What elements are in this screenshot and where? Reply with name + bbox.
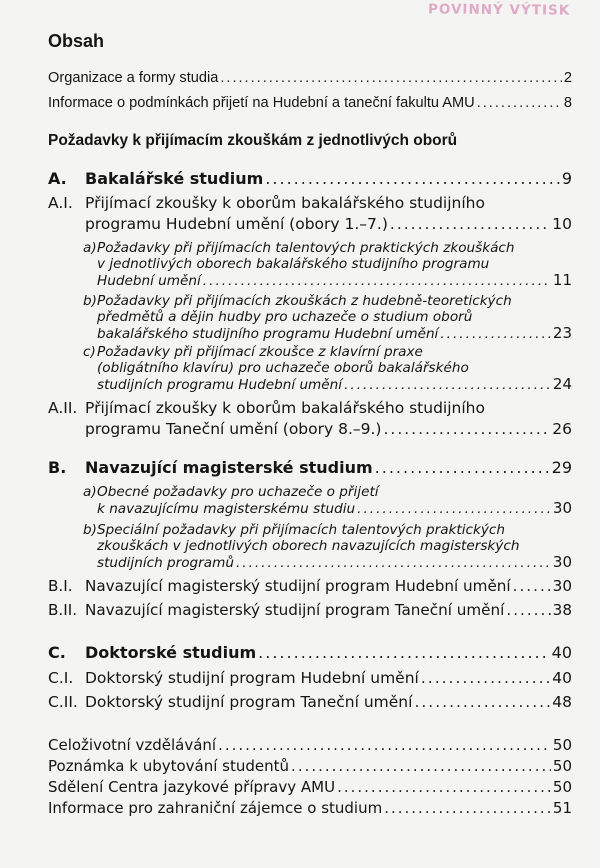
toc-label: Celoživotní vzdělávání xyxy=(48,736,217,754)
sub-line: studijních programů xyxy=(97,555,234,571)
toc-page: 26 xyxy=(552,420,572,438)
toc-page: 51 xyxy=(552,799,572,817)
toc-label-line1: Přijímací zkoušky k oborům bakalářského studijního xyxy=(85,399,485,417)
sub-line: Speciální požadavky při přijímacích talentových praktických xyxy=(97,522,506,538)
toc-label: Organizace a formy studia xyxy=(48,70,219,86)
toc-entry-a-i[interactable] xyxy=(48,193,572,235)
toc-section-c[interactable] xyxy=(48,643,572,663)
leader-dots xyxy=(344,377,551,393)
toc-label-line2: programu Taneční umění (obory 8.–9.) xyxy=(85,420,382,438)
toc-entry-zahranicni[interactable] xyxy=(48,798,572,818)
toc-sub-a-c[interactable] xyxy=(83,344,572,393)
sub-line: (obligátního klavíru) pro uchazeče oborů bakalářského xyxy=(97,360,469,376)
section-prefix: B.I. xyxy=(48,577,73,595)
toc-entry-jazykove[interactable] xyxy=(48,777,572,797)
leader-dots xyxy=(220,68,562,88)
section-prefix: A.II. xyxy=(48,399,78,417)
leader-dots xyxy=(375,458,550,478)
toc-page: 50 xyxy=(552,757,572,775)
sub-tag: a) xyxy=(83,240,97,256)
toc-label: Bakalářské studium xyxy=(85,169,264,188)
sub-tag: b) xyxy=(83,293,97,309)
leader-dots xyxy=(390,214,550,235)
toc-entry-a-ii[interactable] xyxy=(48,398,572,440)
sub-tag: a) xyxy=(83,484,97,500)
leader-dots xyxy=(513,576,551,596)
leader-dots xyxy=(337,777,551,797)
section-prefix: B.II. xyxy=(48,601,78,619)
toc-sub-a-b[interactable] xyxy=(83,293,572,342)
leader-dots xyxy=(414,692,550,712)
section-prefix: C. xyxy=(48,643,66,662)
toc-page: 50 xyxy=(552,778,572,796)
leader-dots xyxy=(218,735,551,755)
leader-dots xyxy=(506,600,550,620)
section-prefix: C.II. xyxy=(48,693,78,711)
toc-page: 8 xyxy=(563,95,572,111)
toc-label: Doktorský studijní program Hudební umění xyxy=(85,669,419,687)
toc-label: Poznámka k ubytování studentů xyxy=(48,757,290,775)
sub-tag: b) xyxy=(83,522,97,538)
toc-page: 29 xyxy=(551,458,572,477)
toc-entry-ubytovani[interactable] xyxy=(48,756,572,776)
toc-page: 9 xyxy=(561,169,572,188)
sub-line: Obecné požadavky pro uchazeče o přijetí xyxy=(97,484,379,500)
sub-line: zkouškách v jednotlivých oborech navazujících magisterských xyxy=(97,538,520,554)
toc-label: Navazující magisterský studijní program Hudební umění xyxy=(85,577,511,595)
toc-entry-informace-podminky[interactable] xyxy=(48,93,572,113)
sub-line: studijních programu Hudební umění xyxy=(97,377,343,393)
toc-page: 40 xyxy=(552,669,572,687)
toc-page: 11 xyxy=(552,271,572,289)
toc-label: Informace o podmínkách přijetí na Hudební a taneční fakultu AMU xyxy=(48,95,475,111)
sub-line: k navazujícímu magisterskému studiu xyxy=(97,501,356,517)
toc-entry-b-i[interactable] xyxy=(48,576,572,596)
toc-sub-b-a[interactable] xyxy=(83,484,572,517)
sub-line: Hudební umění xyxy=(97,273,201,289)
toc-page: 30 xyxy=(552,499,572,517)
toc-page: 2 xyxy=(563,70,572,86)
page-title: Obsah xyxy=(48,31,105,51)
leader-dots xyxy=(384,798,551,818)
toc-label: Navazující magisterský studijní program Taneční umění xyxy=(85,601,505,619)
toc-page: 30 xyxy=(552,553,572,571)
toc-entry-c-i[interactable] xyxy=(48,668,572,688)
toc-page: 23 xyxy=(552,324,572,342)
sub-line: předmětů a dějin hudby pro uchazeče o studium oborů xyxy=(97,309,473,325)
sub-line: Požadavky při přijímacích talentových praktických zkouškách xyxy=(97,240,515,256)
toc-label: Doktorské studium xyxy=(85,643,257,662)
leader-dots xyxy=(421,668,550,688)
sub-line: bakalářského studijního programu Hudební umění xyxy=(97,326,439,342)
toc-page: 40 xyxy=(551,643,572,662)
leader-dots xyxy=(383,419,550,440)
toc-section-b[interactable] xyxy=(48,458,572,478)
toc-entry-c-ii[interactable] xyxy=(48,692,572,712)
toc-page: 50 xyxy=(552,736,572,754)
toc-label: Sdělení Centra jazykové přípravy AMU xyxy=(48,778,336,796)
sub-line: Požadavky při přijímacích zkouškách z hudebně-teoretických xyxy=(97,293,512,309)
section-prefix: B. xyxy=(48,458,67,477)
toc-label: Navazující magisterské studium xyxy=(85,458,373,477)
toc-entry-organizace[interactable] xyxy=(48,68,572,88)
leader-dots xyxy=(203,273,551,289)
requirements-heading: Požadavky k přijímacím zkouškám z jednotlivých oborů xyxy=(48,132,458,149)
section-prefix: A.I. xyxy=(48,194,73,212)
leader-dots xyxy=(291,756,551,776)
section-prefix: A. xyxy=(48,169,67,188)
toc-page: 30 xyxy=(552,577,572,595)
toc-sub-a-a[interactable] xyxy=(83,240,572,289)
leader-dots xyxy=(258,643,549,663)
toc-section-a[interactable] xyxy=(48,169,572,189)
leader-dots xyxy=(357,501,551,517)
leader-dots xyxy=(440,326,551,342)
toc-label: Doktorský studijní program Taneční umění xyxy=(85,693,413,711)
stamp-povinny-vytisk: POVINNÝ VÝTISK xyxy=(427,1,571,19)
toc-entry-b-ii[interactable] xyxy=(48,600,572,620)
toc-page: 10 xyxy=(552,215,572,233)
toc-sub-b-b[interactable] xyxy=(83,522,572,571)
toc-entry-celozivotni[interactable] xyxy=(48,735,572,755)
leader-dots xyxy=(265,169,559,189)
leader-dots xyxy=(477,93,562,113)
toc-label: Informace pro zahraniční zájemce o studium xyxy=(48,799,383,817)
sub-tag: c) xyxy=(83,344,96,360)
leader-dots xyxy=(236,555,551,571)
sub-line: v jednotlivých oborech bakalářského studijního programu xyxy=(97,256,490,272)
toc-page: 24 xyxy=(552,375,572,393)
toc-page: 38 xyxy=(552,601,572,619)
toc-label-line2: programu Hudební umění (obory 1.–7.) xyxy=(85,215,388,233)
sub-line: Požadavky při přijímací zkoušce z klavírní praxe xyxy=(97,344,423,360)
toc-page: 48 xyxy=(552,693,572,711)
section-prefix: C.I. xyxy=(48,669,74,687)
toc-label-line1: Přijímací zkoušky k oborům bakalářského studijního xyxy=(85,194,485,212)
